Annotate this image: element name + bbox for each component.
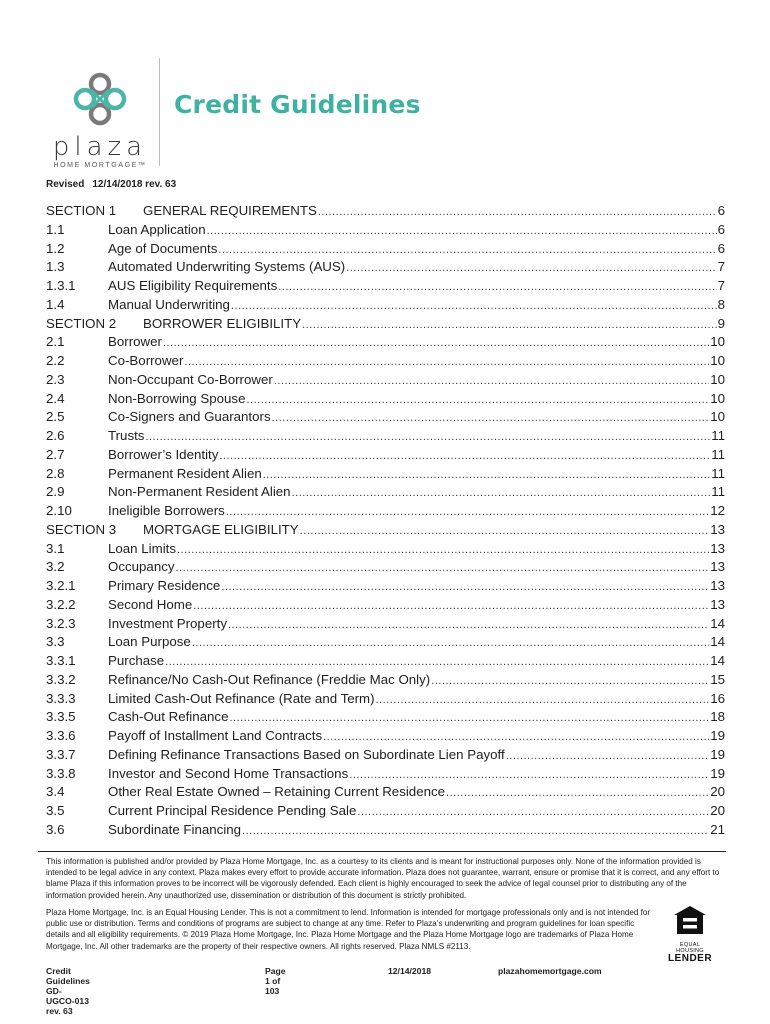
toc-page-number: 19 [710,746,725,762]
toc-number: 1.2 [46,240,65,256]
toc-leader-dots [263,469,710,481]
logo-wordmark: plaza [52,132,148,162]
toc-title: GENERAL REQUIREMENTS [143,203,317,218]
ehl-caption-top: EQUAL HOUSING [676,942,704,954]
toc-row[interactable] [46,784,725,803]
toc-number: 3.4 [46,784,65,800]
toc-page-number: 7 [717,259,725,275]
toc-row[interactable] [46,428,725,447]
toc-row[interactable] [46,691,725,710]
toc-row[interactable] [46,578,725,597]
toc-title: Manual Underwriting [108,296,230,312]
toc-row[interactable] [46,597,725,616]
toc-page-number: 14 [710,615,725,631]
table-of-contents [46,203,725,841]
toc-section-row[interactable] [46,522,725,541]
toc-row[interactable] [46,747,725,766]
toc-title: Borrower’s Identity [108,446,219,462]
toc-leader-dots [218,244,716,256]
toc-row[interactable] [46,803,725,822]
toc-leader-dots [302,319,716,331]
toc-page-number: 11 [711,428,725,443]
toc-number: 2.9 [46,484,65,500]
toc-page-number: 18 [710,709,725,725]
toc-title: Ineligible Borrowers [108,503,225,518]
toc-page-number: 13 [710,578,725,593]
toc-title: Investment Property [108,615,227,631]
toc-leader-dots [300,525,710,537]
toc-number: 3.6 [46,821,65,837]
header-divider [159,58,160,166]
toc-page-number: 8 [717,296,725,312]
toc-leader-dots [446,787,709,799]
toc-title: Borrower [108,334,162,350]
revised-value: 12/14/2018 rev. 63 [92,179,177,190]
toc-leader-dots [506,750,709,762]
toc-page-number: 16 [710,690,725,706]
footer-doc-id: Credit Guidelines GD-UGCO-013 rev. 63 [46,966,90,1016]
toc-page-number: 12 [710,503,725,518]
toc-number: SECTION 1 [46,203,117,218]
toc-title: Loan Application [108,221,206,237]
toc-title: Current Principal Residence Pending Sale [108,803,357,818]
toc-leader-dots [226,506,709,518]
toc-title: Non-Borrowing Spouse [108,390,246,406]
toc-number: 3.2.1 [46,578,76,593]
toc-leader-dots [165,656,709,668]
toc-page-number: 19 [710,728,725,743]
toc-leader-dots [292,487,711,499]
page-title: Credit Guidelines [174,90,421,119]
toc-leader-dots [278,281,716,293]
toc-number: 3.2 [46,559,65,575]
toc-number: 2.3 [46,371,65,387]
toc-number: 2.8 [46,465,65,481]
toc-page-number: 6 [717,203,725,218]
toc-row[interactable] [46,334,725,353]
toc-number: 2.5 [46,409,65,425]
toc-page-number: 9 [717,315,725,331]
toc-leader-dots [246,394,709,406]
toc-row[interactable] [46,372,725,391]
toc-row[interactable] [46,391,725,410]
toc-leader-dots [323,731,709,743]
toc-title: Occupancy [108,559,175,575]
toc-row[interactable] [46,259,725,278]
toc-title: AUS Eligibility Requirements [108,278,278,293]
toc-title: Trusts [108,428,145,443]
toc-page-number: 13 [710,540,725,556]
toc-row[interactable] [46,484,725,503]
toc-row[interactable] [46,222,725,241]
toc-row[interactable] [46,559,725,578]
equal-housing-house-icon [673,905,707,935]
toc-row[interactable] [46,541,725,560]
toc-title: Co-Borrower [108,353,184,368]
footer-page-number: Page 1 of 103 [265,966,286,996]
toc-number: 3.3.3 [46,690,76,706]
toc-title: BORROWER ELIGIBILITY [143,315,302,331]
toc-number: 3.3.8 [46,765,76,781]
toc-row[interactable] [46,616,725,635]
plaza-logo [50,68,150,169]
toc-leader-dots [193,600,709,612]
toc-page-number: 15 [710,671,725,687]
toc-leader-dots [228,619,709,631]
toc-row[interactable] [46,466,725,485]
toc-number: 1.3.1 [46,278,76,293]
toc-title: Cash-Out Refinance [108,709,229,725]
toc-page-number: 13 [710,559,725,575]
toc-leader-dots [163,337,709,349]
toc-title: Permanent Resident Alien [108,465,262,481]
toc-leader-dots [272,412,710,424]
toc-number: 1.1 [46,221,65,237]
toc-title: Payoff of Installment Land Contracts [108,728,323,743]
toc-leader-dots [176,562,710,574]
toc-number: 2.7 [46,446,65,462]
toc-leader-dots [431,675,709,687]
toc-number: 3.2.2 [46,596,76,612]
toc-leader-dots [346,262,716,274]
toc-number: 2.10 [46,503,72,518]
toc-title: Other Real Estate Owned – Retaining Current Residence [108,784,446,800]
toc-leader-dots [229,712,709,724]
toc-row[interactable] [46,447,725,466]
toc-row[interactable] [46,409,725,428]
toc-leader-dots [231,300,717,312]
toc-section-row[interactable] [46,316,725,335]
toc-number: 2.6 [46,428,65,443]
toc-row[interactable] [46,728,725,747]
toc-row[interactable] [46,503,725,522]
toc-page-number: 10 [710,334,725,350]
toc-section-row[interactable] [46,203,725,222]
toc-title: Age of Documents [108,240,218,256]
toc-leader-dots [192,637,709,649]
toc-row[interactable] [46,634,725,653]
toc-row[interactable] [46,766,725,785]
toc-leader-dots [221,581,709,593]
ehl-caption-bottom: LENDER [667,953,713,964]
toc-page-number: 11 [711,484,725,500]
toc-row[interactable] [46,653,725,672]
toc-number: 1.3 [46,259,65,275]
toc-number: 3.3.2 [46,671,76,687]
toc-number: 3.3.7 [46,746,76,762]
plaza-clover-icon [69,68,131,130]
toc-page-number: 20 [710,784,725,800]
toc-row[interactable] [46,241,725,260]
toc-number: 2.4 [46,390,65,406]
toc-row[interactable] [46,672,725,691]
toc-number: 3.3.1 [46,653,76,668]
toc-title: Second Home [108,596,193,612]
toc-leader-dots [349,769,709,781]
equal-housing-lender-logo [667,905,713,964]
toc-page-number: 10 [710,353,725,368]
toc-number: SECTION 3 [46,521,117,537]
toc-number: 3.1 [46,540,65,556]
toc-leader-dots [145,431,710,443]
disclaimer-text: This information is published and/or provided by Plaza Home Mortgage, Inc. as a courtesy to its clients and is meant for instructional purposes only. None of the information provided is intended to be legal advice in any context. Plaza makes every effort to provide accurate information. Plaza does not guarantee, warrant, ensure or promise that it is correct, and any effort to blame Plaza if this information proves to be incorrect will be vigorously defended. Each client is highly encouraged to seek the advice of legal counsel prior to distributing any of the information provided herein. Any unauthorized use, dissemination or distribution of this document is strictly prohibited. [46,857,720,900]
toc-page-number: 11 [711,446,725,462]
revised-line [46,179,184,190]
toc-leader-dots [184,356,709,368]
toc-title: Limited Cash-Out Refinance (Rate and Term) [108,690,375,706]
toc-leader-dots [274,375,709,387]
toc-title: Refinance/No Cash-Out Refinance (Freddie Mac Only) [108,671,431,687]
toc-title: Automated Underwriting Systems (AUS) [108,259,346,275]
toc-row[interactable] [46,278,725,297]
toc-number: 3.3 [46,634,65,650]
footer-rule [38,851,726,852]
toc-page-number: 19 [710,765,725,781]
toc-page-number: 7 [717,278,725,293]
toc-row[interactable] [46,297,725,316]
toc-number: 2.1 [46,334,65,350]
toc-number: 2.2 [46,353,65,368]
toc-page-number: 11 [711,465,725,481]
toc-title: MORTGAGE ELIGIBILITY [143,521,299,537]
footer-date: 12/14/2018 [388,966,432,976]
toc-number: 3.3.5 [46,709,76,725]
toc-title: Non-Permanent Resident Alien [108,484,291,500]
toc-row[interactable] [46,353,725,372]
toc-leader-dots [177,544,709,556]
toc-page-number: 10 [710,409,725,425]
toc-number: 3.3.6 [46,728,76,743]
toc-title: Defining Refinance Transactions Based on Subordinate Lien Payoff [108,746,505,762]
toc-page-number: 10 [710,390,725,406]
toc-leader-dots [376,694,710,706]
toc-title: Purchase [108,653,165,668]
toc-title: Loan Limits [108,540,176,556]
toc-row[interactable] [46,709,725,728]
toc-page-number: 20 [710,803,725,818]
toc-page-number: 13 [710,521,725,537]
toc-title: Non-Occupant Co-Borrower [108,371,273,387]
toc-number: 3.5 [46,803,65,818]
toc-page-number: 6 [717,240,725,256]
toc-page-number: 10 [710,371,725,387]
revised-label: Revised [46,179,85,190]
toc-title: Subordinate Financing [108,821,242,837]
footer-website: plazahomemortgage.com [498,966,602,976]
toc-leader-dots [207,225,717,237]
toc-title: Loan Purpose [108,634,191,650]
toc-page-number: 14 [710,653,725,668]
toc-page-number: 21 [710,821,725,837]
toc-page-number: 13 [710,596,725,612]
toc-number: 1.4 [46,296,65,312]
toc-leader-dots [219,450,710,462]
toc-leader-dots [242,825,709,837]
toc-number: SECTION 2 [46,315,117,331]
toc-number: 3.2.3 [46,615,76,631]
equal-housing-text: Plaza Home Mortgage, Inc. is an Equal Housing Lender. This is not a commitment to lend. Information is intended for mortgage professionals only and is not intended for public use or distribution. Terms and conditions of programs are subject to change at any time. Refer to Plaza’s underwriting and program guidelines for loan specific details and all eligibility requirements. © 2019 Plaza Home Mortgage, Inc. Plaza Home Mortgage and the Plaza Home Mortgage logo are trademarks of Plaza Home Mortgage, Inc. All other trademarks are the property of their respective owners. All rights reserved. Plaza NMLS #2113. [46,908,651,951]
toc-title: Co-Signers and Guarantors [108,409,271,425]
toc-page-number: 14 [710,634,725,650]
toc-leader-dots [318,206,717,218]
toc-leader-dots [357,806,709,818]
toc-title: Investor and Second Home Transactions [108,765,349,781]
toc-page-number: 6 [717,221,725,237]
logo-subtitle: HOME MORTGAGE™ [53,162,147,169]
toc-row[interactable] [46,822,725,841]
toc-title: Primary Residence [108,578,221,593]
